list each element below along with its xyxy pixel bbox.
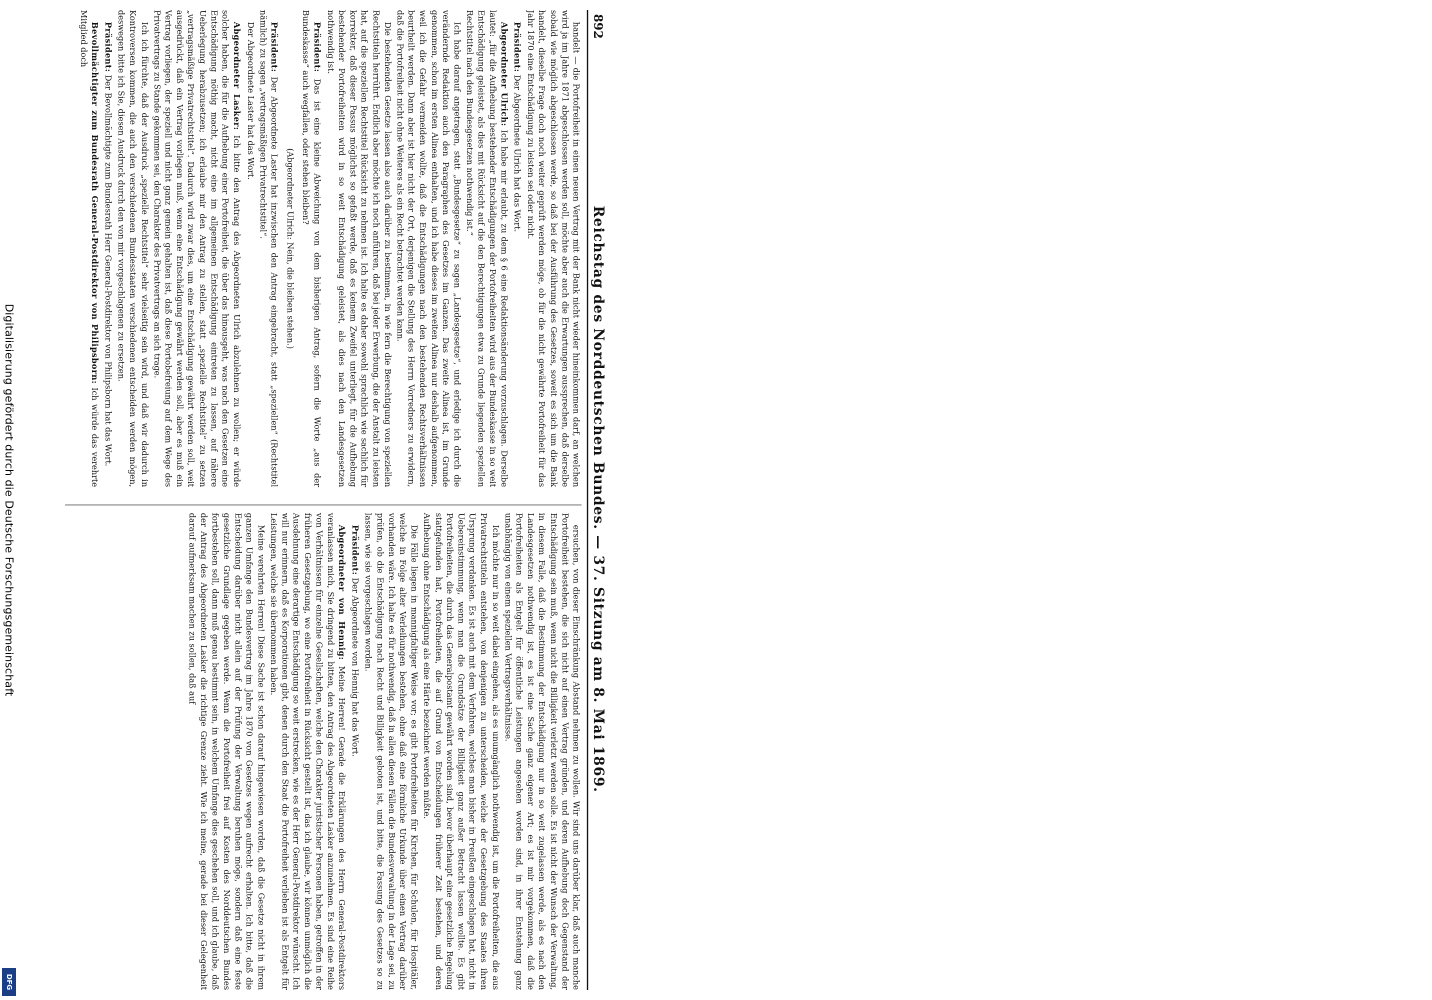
- speaker-name: Präsident:: [103, 21, 114, 73]
- left-column-paragraph: [244, 10, 255, 487]
- paragraph-text: (Abgeordneter Ulrich: Nein, die bleiben stehen.): [285, 148, 295, 349]
- speaker-name: Abgeordneter Ulrich:: [499, 21, 510, 127]
- paragraph-text: Ich habe mir erlaubt, zu dem § 6 eine Redaktionsänderung vorzuschlagen. Derselbe lautet: „für die Aufhebung bestehender Entschädigungen der Portofreiheiten wird aus der Bundeskasse in so weit Entschädigung geleistet, als dies mit Rücksicht auf die den Berechtigungen etwa zu Grunde liegenden speziellen Rechtstitel nach den Bundesgesetzen nothwendig ist.“: [465, 10, 509, 488]
- speaker-name: Abgeordneter von Hennig:: [337, 524, 348, 661]
- right-column-paragraph: [186, 513, 266, 990]
- right-column-paragraph: [421, 513, 501, 990]
- right-column-paragraph: [502, 513, 582, 990]
- dfg-logo-text: DFG: [5, 973, 13, 991]
- digitization-credit: Digitalisierung gefördert durch die Deutsche Forschungsgemeinschaft: [2, 303, 16, 697]
- left-column-paragraph: [525, 10, 582, 487]
- speaker-name: Bevollmächtigter zum Bundesrath General-Postdirektor von Philipsborn:: [90, 21, 101, 384]
- column-right: [65, 504, 581, 990]
- paragraph-text: Ich ich fürchte, daß der Ausdruck „spezielle Rechtstitel“ sehr vielseitig sein wird, und daß wir dadurch in Kontroversen kommen, die auch den verschiedenen Bundesstaaten verschiedenen entscheiden werden mögen, deswegen bitte ich Sie, diesen Ausdruck durch den von mir vorgeschlagenen zu ersetzen.: [116, 10, 149, 488]
- page-inner: [28, 10, 611, 990]
- right-column-paragraph: [362, 513, 419, 990]
- paragraph-text: Ich würde das verehrte Mitglied doch: [78, 10, 100, 488]
- paragraph-text: Meine verehrten Herren! Diese Sache ist schon darauf hingewiesen worden, daß die Gesetze nicht in ihrem ganzen Umfange den Bundesvertrag im Jahre 1870 von Gesetzes wegen aufrecht erhalten. Ich bitte, daß die Entscheidung darüber nicht allein auf der Prüfung der Verwaltung beruhen möge, sondern daß eine feste gesetzliche Grundlage gegeben werde. Wenn die Portofreiheit frei auf Kosten des Norddeutschen Bundes fortbestehen soll, dann muß genau bestimmt sein, in welchem Umfange dies geschehen soll, und ich glaube, daß der Antrag des Abgeordneten Lasker die richtige Grenze zieht. Wie ich meine, gerade bei dieser Gelegenheit darauf aufmerksam machen zu sollen, daß auf: [187, 512, 266, 991]
- speaker-name: Präsident:: [312, 21, 323, 73]
- rotated-page-container: [28, 10, 1432, 991]
- page-header: [587, 10, 611, 990]
- paragraph-text: Ich habe darauf angetragen, statt „Bundesgesetze“ zu sagen „Landesgesetze“, und erledige ich durch die verändernde Redaktion auch den Paragraphen des Gesetzes im Ganzen. Das zweite Alinea ist, im Grunde genommen, schon im ersten Alinea enthalten, und ich habe dieses im zweiten Alinea nur deshalb aufgenommen, weil ich die Gefahr vermeiden wollte, daß die Entschädigungen nach den bestehenden Rechtsverhältnissen beurtheilt werden. Dann aber ist hier nicht der Ort, derjenigen die Stellung des Herrn Vorredners zu erwidern, daß die Portofreiheit nicht ohne Weiteres als ein Recht betrachtet werden kann.: [395, 10, 462, 488]
- left-column-paragraph: [257, 10, 280, 487]
- right-column-paragraph: [349, 513, 361, 990]
- right-column-paragraph: [267, 513, 347, 990]
- left-column-paragraph: [324, 10, 392, 487]
- paragraph-text: Ich bitte den Antrag des Abgeordneten Ulrich abzulehnen zu wollen; er würde solcher haben, die für die Aufhebung einer Portofreiheit, die über das hinausgeht, was nach den Gesetzen eine Entschädigung nöthig macht, nicht eine im allgemeinen Entschädigung eintreten zu lassen, auf nähere Ueberlegung herabzusetzen; ich erlaube mir den Antrag zu stellen, statt „spezielle Rechtstitel“ zu setzen „vertragsmäßige Privatrechtstitel“. Dadurch wird zwar dies, um eine Entschädigung gewährt werden soll, weit ausgedrückt, daß ein Vertrag vorliegen muß, wenn eine Entschädigung gewährt werden soll, aber es muß ein Vertrag vorliegen, der speziell und nicht ganz gemein gehalten ist, daß diese Portobefreiung auf dem Wege des Privatvertrags zu Stande gekommen sei, den Charakter des Privatvertrags an sich trage.: [152, 10, 242, 488]
- left-column-paragraph: [300, 10, 323, 487]
- running-title: Reichstag des Norddeutschen Bundes. — 37. Sitzung am 8. Mai 1869.: [590, 205, 608, 793]
- paragraph-text: Der Abgeordnete von Hennig hat das Wort.: [350, 577, 360, 757]
- speaker-name: Abgeordneter Lasker:: [232, 21, 243, 131]
- paragraph-text: Der Abgeordnete Laster hat inzwischen den Antrag eingebracht, statt „speziellen“ (Rechtstitel nämlich) zu sagen „vertragsmäßigen Privatrechtstitel“.: [258, 10, 279, 488]
- column-left: [65, 10, 581, 487]
- speaker-name: Präsident:: [512, 21, 523, 73]
- left-column-paragraph: [284, 10, 295, 487]
- paragraph-text: Der Abgeordnete Ulrich hat das Wort.: [512, 74, 522, 233]
- left-column-paragraph: [77, 10, 100, 487]
- paragraph-text: Meine Herren! Gerade die Erklärungen des Herrn General-Postdirektors veranlassen mich, Sie dringend zu bitten, den Antrag des Abgeordneten Lasker anzunehmen. Es sind eine Reihe von Verhältnissen für einzelne Gesellschaften, welche den Charakter juristischer Personen haben, getroffen in der früheren Gesetzgebung, wo eine Portofreiheit in Rücksicht gestellt ist, das ich glaube, wir können unmöglich die Ausdehnung eine derartige Entschädigung so weit erstrecken, wie es der Herr General-Postdirektor wünscht. Ich will nur erinnern, daß es Korporationen gibt, denen durch den Staat die Portofreiheit verliehen ist als Entgelt für Leistungen, welche sie übernommen haben.: [268, 512, 347, 991]
- text-columns: [65, 10, 581, 990]
- left-column-paragraph: [102, 10, 114, 487]
- paragraph-text: Das ist eine kleine Abweichung von dem bisherigen Antrag, sofern die Worte „aus der Bundeskasse“ auch wegfallen, oder stehen bleiben?: [301, 10, 322, 488]
- digitization-footer: [0, 0, 18, 1000]
- left-column-paragraph: [115, 10, 149, 487]
- paragraph-text: Der Bevollmächtigte zum Bundesrath Herr General-Postdirektor von Philipsborn hat das Wort.: [103, 74, 113, 467]
- dfg-logo: [2, 968, 16, 996]
- paragraph-text: Ich möchte nur in so weit dabei eingehen, als es unumgänglich nothwendig ist, um die Portofreiheiten, die aus Privatrechtstiteln entstehen, von denjenigen zu unterscheiden, welche der Gesetzgebung des Staates ihren Ursprung verdanken. Es ist auch mit dem Verfahren, welches man bisher in Preußen eingeschlagen hat, nicht in Uebereinstimmung, wenn man die Grundsätze der Billigkeit ganz außer Betracht lassen wollte. Es gibt Portofreiheiten, die durch das Generalpostamt gewährt worden sind, bevor überhaupt eine gesetzliche Regelung stattgefunden hat, Portofreiheiten, die auf Grund von Entscheidungen früherer Zeit bestehen, und deren Aufhebung ohne Entschädigung als eine Härte bezeichnet werden müßte.: [422, 512, 500, 991]
- left-column-paragraph: [511, 10, 523, 487]
- document-page: [28, 10, 611, 990]
- left-column-paragraph: [151, 10, 243, 487]
- page-number: 892: [590, 13, 605, 39]
- paragraph-text: ersuchen, von dieser Einschränkung Abstand nehmen zu wollen. Wir sind uns darüber klar, daß auch manche Portofreiheit bestehen, die sich nicht auf einen Vertrag gründen, und deren Aufhebung doch Gegenstand der Entschädigung sein muß, wenn nicht die Billigkeit verletzt werden solle. Es ist nicht der Wunsch der Verwaltung, in diesem Falle, daß die Bestimmung der Entschädigung nur in so weit zugelassen werde, als es nach den Landesgesetzen nothwendig ist, es ist eine Sache ganz eigener Art; es ist mir vorgekommen, daß die Portofreiheiten als Entgelt für öffentliche Leistungen angesehen worden sind, in ihrer Entstehung ganz unabhängig von einem speziellen Vertragsverhältnisse.: [503, 512, 581, 991]
- paragraph-text: Die bestehenden Gesetze lassen also auch darüber zu bestimmen, in wie fern die Berechtigung von speziellen Rechtstiteln herrührt. Endlich aber möchte ich noch anführen, daß bei jeder Erwerbung, die der Anstalt zu leisten hat, auf die speziellen Rechtstitel Rücksicht zu nehmen ist. Ich halte es daher sowohl sprachlich wie sachlich für korrekter, daß dieser Passus möglichst so gefaßt werde, daß es keinem Zweifel unterliegt, für die Aufhebung bestehender Portofreiheiten wird in so weit Entschädigung geleistet, als dies nach den Landesgesetzen nothwendig ist.: [325, 10, 393, 488]
- paragraph-text: Die Fälle liegen in mannigfaltiger Weise vor; es gibt Portofreiheiten für Kirchen, für Schulen, für Hospitäler, welche in Folge alter Verleihungen bestehen, ohne daß eine förmliche Urkunde über einen Vertrag darüber vorhanden wäre. Ich halte es für nothwendig, daß in allen diesen Fällen die Bundesverwaltung in der Lage sei, zu prüfen, ob die Entschädigung nach Recht und Billigkeit geboten ist, und bitte, die Fassung des Gesetzes so zu lassen, wie sie vorgeschlagen worden.: [363, 512, 419, 991]
- paragraph-text: handelt — die Portofreiheit in einen neuen Vertrag mit der Bank nicht wieder hineinkommen darf, an welchen wird ja im Jahre 1871 abgeschlossen werden soll, möchte aber auch die Erwartungen aussprechen, daß derselbe sobald wie möglich abgeschlossen werde, so daß bei der Ausführung des Gesetzes, soweit es sich um die Bank handelt, dieselbe Frage doch noch weiter geprüft werden möge, ob für die nicht gewährte Portofreiheit für das Jahr 1870 eine Entschädigung zu leisten sei oder nicht.: [526, 10, 581, 488]
- speaker-name: Präsident:: [350, 524, 361, 576]
- speaker-name: Präsident:: [269, 21, 280, 73]
- left-column-paragraph: [464, 10, 510, 487]
- left-column-paragraph: [394, 10, 462, 487]
- paragraph-text: Der Abgeordnete Laster hat das Wort.: [245, 21, 255, 180]
